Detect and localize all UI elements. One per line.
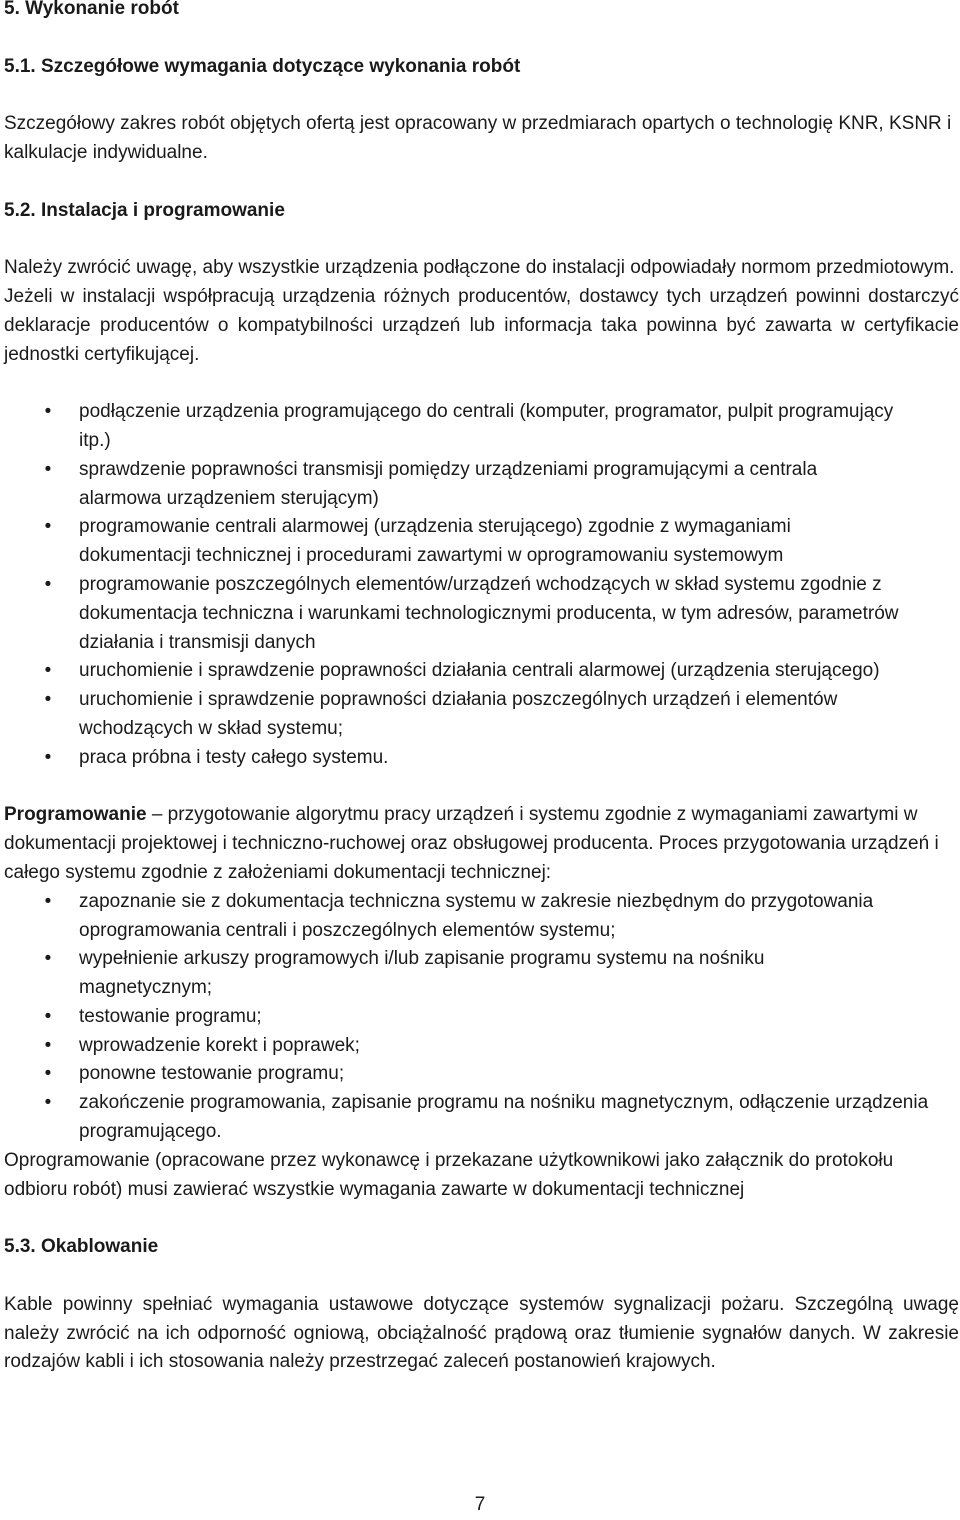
- bullet-icon: •: [44, 1034, 52, 1056]
- list-item: • sprawdzenie poprawności transmisji pomiędzy urządzeniami programującymi a centrala alarmowa urządzeniem sterującym): [4, 456, 959, 514]
- programming-steps-list: [4, 888, 959, 1147]
- list-item: • uruchomienie i sprawdzenie poprawności działania centrali alarmowej (urządzenia sterującego): [4, 657, 959, 686]
- list-item: • wprowadzenie korekt i poprawek;: [4, 1032, 959, 1061]
- list-item: • zapoznanie sie z dokumentacja techniczna systemu w zakresie niezbędnym do przygotowania oprogramowania centrali i poszczególnych elementów systemu;: [4, 888, 959, 946]
- list-item: • podłączenie urządzenia programującego do centrali (komputer, programator, pulpit programujący itp.): [4, 398, 959, 456]
- list-item: • wypełnienie arkuszy programowych i/lub zapisanie programu systemu na nośniku magnetycznym;: [4, 945, 959, 1003]
- programming-text: – przygotowanie algorytmu pracy urządzeń i systemu zgodnie z wymaganiami zawartymi w dokumentacji projektowej i techniczno-ruchowej oraz obsługowej producenta. Proces przygotowania urządzeń i całego systemu zgodnie z założeniami dokumentacji technicznej:: [4, 804, 939, 883]
- section-5-heading: 5. Wykonanie robót: [4, 0, 179, 19]
- list-item: • zakończenie programowania, zapisanie programu na nośniku magnetycznym, odłączenie urządzenia programującego.: [4, 1089, 959, 1147]
- installation-steps-list: [4, 398, 959, 772]
- bullet-icon: •: [44, 401, 52, 423]
- section-5-2-heading: 5.2. Instalacja i programowanie: [4, 199, 285, 221]
- bullet-icon: •: [44, 1063, 52, 1085]
- programming-term: Programowanie: [4, 804, 147, 826]
- list-item: • programowanie centrali alarmowej (urządzenia sterującego) zgodnie z wymaganiami dokumentacji technicznej i procedurami zawartymi w oprogramowaniu systemowym: [4, 513, 959, 571]
- section-5-1-heading: 5.1. Szczegółowe wymagania dotyczące wykonania robót: [4, 55, 521, 77]
- list-item: • testowanie programu;: [4, 1003, 959, 1032]
- document-page: [4, 0, 959, 1377]
- bullet-icon: •: [44, 890, 52, 912]
- list-item: • ponowne testowanie programu;: [4, 1060, 959, 1089]
- bullet-icon: •: [44, 1005, 52, 1027]
- section-5-1-text: Szczegółowy zakres robót objętych ofertą jest opracowany w przedmiarach opartych o technologię KNR, KSNR i kalkulacje indywidualne.: [4, 113, 952, 163]
- bullet-icon: •: [44, 516, 52, 538]
- software-requirements-text: Oprogramowanie (opracowane przez wykonawcę i przekazane użytkownikowi jako załącznik do protokołu odbioru robót) musi zawierać wszystkie wymagania zawarte w dokumentacji technicznej: [4, 1149, 894, 1200]
- programming-definition: [4, 801, 959, 887]
- bullet-icon: •: [44, 458, 52, 480]
- section-5-3-text: Kable powinny spełniać wymagania ustawowe dotyczące systemów sygnalizacji pożaru. Szczególną uwagę należy zwrócić na ich odporność ogniową, obciążalność prądową oraz tłumienie sygnałów danych. W zakresie rodzajów kabli i ich stosowania należy przestrzegać zaleceń postanowień krajowych.: [4, 1293, 959, 1373]
- section-5-2-para1: Należy zwrócić uwagę, aby wszystkie urządzenia podłączone do instalacji odpowiadały normom przedmiotowym.: [4, 257, 955, 279]
- bullet-icon: •: [44, 689, 52, 711]
- section-5-2-para2: Jeżeli w instalacji współpracują urządzenia różnych producentów, dostawcy tych urządzeń powinni dostarczyć deklaracje producentów o kompatybilności urządzeń lub informacja taka powinna być zawarta w certyfikacie jednostki certyfikującej.: [4, 285, 959, 365]
- bullet-icon: •: [44, 573, 52, 595]
- bullet-icon: •: [44, 1092, 52, 1114]
- bullet-icon: •: [44, 660, 52, 682]
- page-number: 7: [474, 1494, 486, 1515]
- list-item: • uruchomienie i sprawdzenie poprawności działania poszczególnych urządzeń i elementów wchodzących w skład systemu;: [4, 686, 959, 744]
- section-5-3-heading: 5.3. Okablowanie: [4, 1236, 159, 1258]
- list-item: • programowanie poszczególnych elementów/urządzeń wchodzących w skład systemu zgodnie z dokumentacja techniczna i warunkami technologicznymi producenta, w tym adresów, parametrów działania i transmisji danych: [4, 571, 959, 657]
- list-item: • praca próbna i testy całego systemu.: [4, 744, 959, 773]
- bullet-icon: •: [44, 948, 52, 970]
- bullet-icon: •: [44, 746, 52, 768]
